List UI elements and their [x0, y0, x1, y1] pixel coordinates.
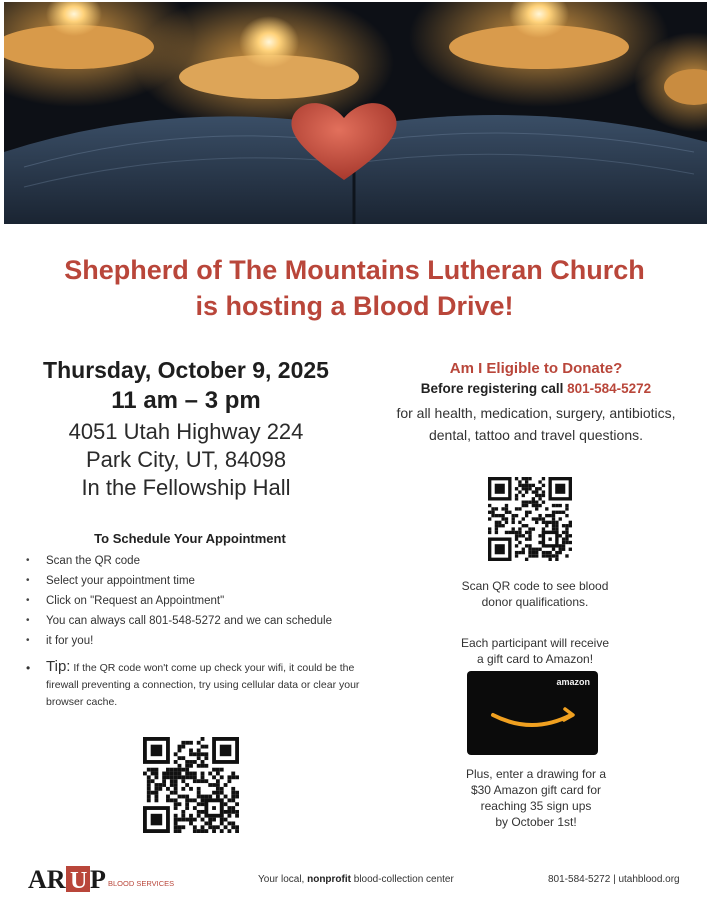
schedule-step-continued-text: it for you!: [46, 635, 94, 647]
candles-heart-bible-illustration: [4, 2, 707, 224]
register-call-line: [388, 381, 684, 396]
event-address-line-1: 4051 Utah Highway 224: [68, 419, 304, 444]
drawing-note-line-3: reaching 35 sign ups: [480, 799, 592, 813]
footer-tagline: [258, 874, 454, 885]
tagline-prefix: Your local,: [258, 874, 308, 885]
hero-image: [4, 2, 707, 224]
svg-text:P: P: [90, 865, 106, 894]
schedule-step: • Select your appointment time: [26, 571, 366, 591]
svg-text:U: U: [70, 868, 88, 894]
schedule-step: • You can always call 801-548-5272 and we can schedule: [26, 611, 366, 631]
tip-note: [26, 658, 376, 711]
headline-line-2: is hosting a Blood Drive!: [195, 291, 514, 321]
amazon-gift-card-image: [467, 671, 598, 755]
qualifications-caption: [430, 578, 640, 610]
schedule-step-continuation: [26, 631, 366, 651]
qualifications-caption-line-2: donor qualifications.: [481, 595, 589, 609]
drawing-note-line-1: Plus, enter a drawing for a: [465, 767, 607, 781]
qr-code-icon: [488, 477, 572, 561]
tagline-suffix: blood-collection center: [350, 874, 454, 885]
qr-code-icon: [143, 737, 239, 833]
schedule-step: • Click on "Request an Appointment": [26, 591, 366, 611]
register-prefix: Before registering call: [420, 381, 568, 396]
footer-phone-link[interactable]: 801-584-5272: [548, 874, 611, 885]
eligibility-details-line-2: dental, tattoo and travel questions.: [428, 427, 644, 443]
amazon-logo-text: amazon: [556, 677, 590, 687]
event-time: 11 am – 3 pm: [111, 387, 261, 414]
footer-contact: [548, 874, 680, 885]
schedule-qr-code[interactable]: [143, 737, 239, 833]
footer: [0, 860, 709, 900]
register-phone-link[interactable]: 801-584-5272: [567, 381, 652, 396]
footer-separator: |: [613, 874, 616, 885]
schedule-heading: To Schedule Your Appointment: [94, 531, 286, 546]
eligibility-details-line-1: for all health, medication, surgery, antibiotics,: [396, 405, 676, 421]
schedule-step: • Scan the QR code: [26, 551, 366, 571]
qualifications-qr-code[interactable]: [488, 477, 572, 561]
eligibility-heading: Am I Eligible to Donate?: [449, 360, 623, 377]
amazon-smile-icon: [467, 671, 598, 755]
headline-line-1: Shepherd of The Mountains Lutheran Church: [64, 255, 645, 285]
eligibility-details: [388, 402, 684, 446]
arup-logo-icon: [28, 862, 178, 896]
tagline-bold: nonprofit: [307, 874, 351, 885]
event-location: In the Fellowship Hall: [81, 475, 291, 500]
gift-card-note-line-2: a gift card to Amazon!: [476, 652, 594, 666]
gift-card-note: [430, 635, 640, 667]
schedule-steps: [26, 551, 366, 651]
tip-text: If the QR code won't come up check your wifi, it could be the firewall preventing a connection, try using cellular data or clear your browser cache.: [46, 662, 360, 708]
event-date: Thursday, October 9, 2025: [43, 357, 329, 383]
tip-label: Tip:: [46, 658, 71, 675]
svg-text:AR: AR: [28, 865, 66, 894]
svg-text:BLOOD SERVICES: BLOOD SERVICES: [108, 879, 175, 888]
qualifications-caption-line-1: Scan QR code to see blood: [461, 579, 609, 593]
arup-logo: [28, 862, 178, 901]
drawing-note-line-2: $30 Amazon gift card for: [470, 783, 602, 797]
event-address-line-2: Park City, UT, 84098: [85, 447, 287, 472]
drawing-note: [436, 766, 636, 830]
gift-card-note-line-1: Each participant will receive: [460, 636, 610, 650]
drawing-note-line-4: by October 1st!: [495, 815, 577, 829]
footer-website-link[interactable]: utahblood.org: [618, 874, 680, 885]
